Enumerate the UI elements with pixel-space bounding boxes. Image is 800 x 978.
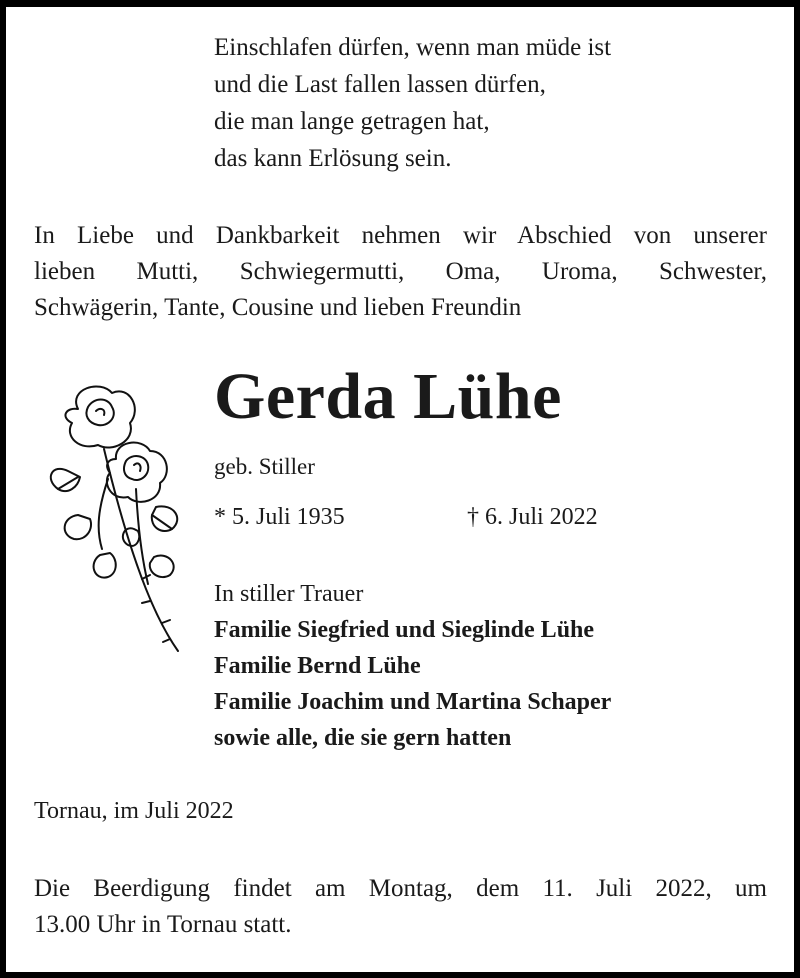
poem [214,29,611,177]
farewell-text [34,218,767,326]
mourner-family: Familie Siegfried und Sieglinde Lühe [214,617,595,643]
funeral-notice [34,871,767,943]
place-date: Tornau, im Juli 2022 [34,798,234,824]
poem-line: die man lange getragen hat, [214,108,490,135]
poem-line: und die Last fallen lassen dürfen, [214,71,546,98]
farewell-line: lieben Mutti, Schwiegermutti, Oma, Uroma, Schwester, [34,258,767,285]
rose-icon [38,379,188,659]
funeral-line: Die Beerdigung findet am Montag, dem 11. Juli 2022, um [34,875,767,902]
poem-line: Einschlafen dürfen, wenn man müde ist [214,34,612,61]
mourner-family: Familie Joachim und Martina Schaper [214,689,612,715]
farewell-line: Schwägerin, Tante, Cousine und lieben Freundin [34,294,522,321]
deceased-name: Gerda Lühe [214,360,562,433]
mourner-family: Familie Bernd Lühe [214,653,421,679]
birth-date: * 5. Juli 1935 [214,504,345,530]
mourners [214,576,611,756]
funeral-line: 13.00 Uhr in Tornau statt. [34,911,292,938]
birth-name: geb. Stiller [214,454,315,479]
poem-line: das kann Erlösung sein. [214,145,452,172]
mourners-intro: In stiller Trauer [214,581,364,607]
farewell-line: In Liebe und Dankbarkeit nehmen wir Abschied von unserer [34,222,767,249]
death-date: † 6. Juli 2022 [467,504,598,530]
mourner-family: sowie alle, die sie gern hatten [214,725,512,751]
obituary-card [6,7,794,972]
